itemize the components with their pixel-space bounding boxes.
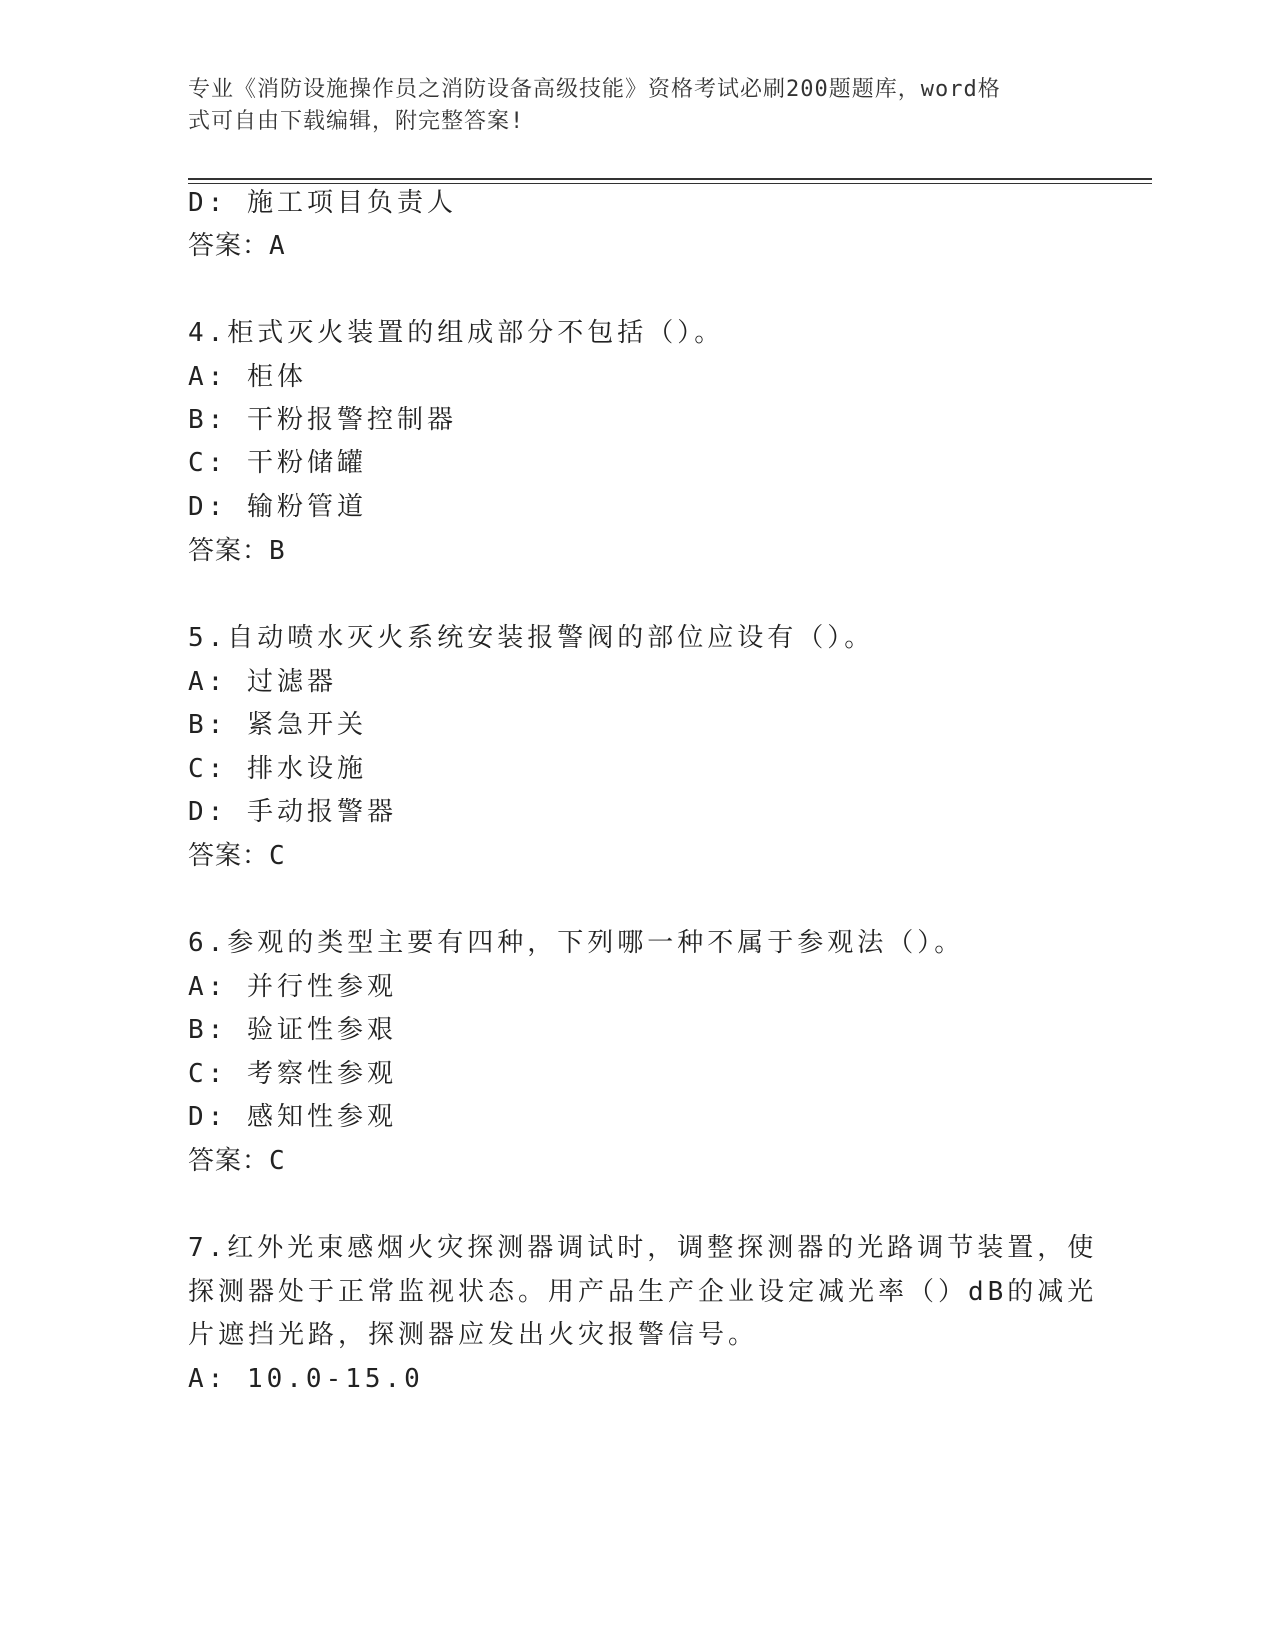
q7-option-a: A: 10.0-15.0 [188, 1364, 424, 1394]
q4-option-b: B: 干粉报警控制器 [188, 405, 457, 435]
q5-option-c: C: 排水设施 [188, 754, 367, 784]
q6-answer: 答案：C [188, 1146, 286, 1176]
header-line-1: 专业《消防设施操作员之消防设备高级技能》资格考试必刷200题题库，word格 [188, 77, 1001, 102]
q4-option-a: A: 柜体 [188, 362, 307, 392]
q4-option-c: C: 干粉储罐 [188, 448, 367, 478]
q7-stem-line-2: 探测器处于正常监视状态。用产品生产企业设定减光率（）dB的减光 [188, 1277, 1098, 1307]
q6-option-c: C: 考察性参观 [188, 1059, 397, 1089]
header-line-2: 式可自由下载编辑，附完整答案! [188, 109, 525, 134]
q7-stem-line-3: 片遮挡光路，探测器应发出火灾报警信号。 [188, 1320, 759, 1350]
q5-option-d: D: 手动报警器 [188, 797, 397, 827]
q5-stem: 5.自动喷水灭火系统安装报警阀的部位应设有（）。 [188, 623, 875, 653]
q3-answer: 答案：A [188, 231, 286, 261]
q7-stem-line-1: 7.红外光束感烟火灾探测器调试时，调整探测器的光路调节装置，使 [188, 1233, 1098, 1263]
q5-option-a: A: 过滤器 [188, 667, 337, 697]
header-divider-thin [188, 183, 1152, 184]
q6-option-b: B: 验证性参艰 [188, 1015, 397, 1045]
header-divider-thick [188, 178, 1152, 180]
q4-option-d: D: 输粉管道 [188, 492, 367, 522]
q3-option-d: D: 施工项目负责人 [188, 188, 457, 218]
q6-stem: 6.参观的类型主要有四种，下列哪一种不属于参观法（）。 [188, 928, 965, 958]
q6-option-a: A: 并行性参观 [188, 972, 397, 1002]
q4-answer: 答案：B [188, 536, 286, 566]
q6-option-d: D: 感知性参观 [188, 1102, 397, 1132]
q4-stem: 4.柜式灭火装置的组成部分不包括（）。 [188, 318, 725, 348]
document-header [188, 74, 1068, 138]
q5-option-b: B: 紧急开关 [188, 710, 367, 740]
q5-answer: 答案：C [188, 841, 286, 871]
